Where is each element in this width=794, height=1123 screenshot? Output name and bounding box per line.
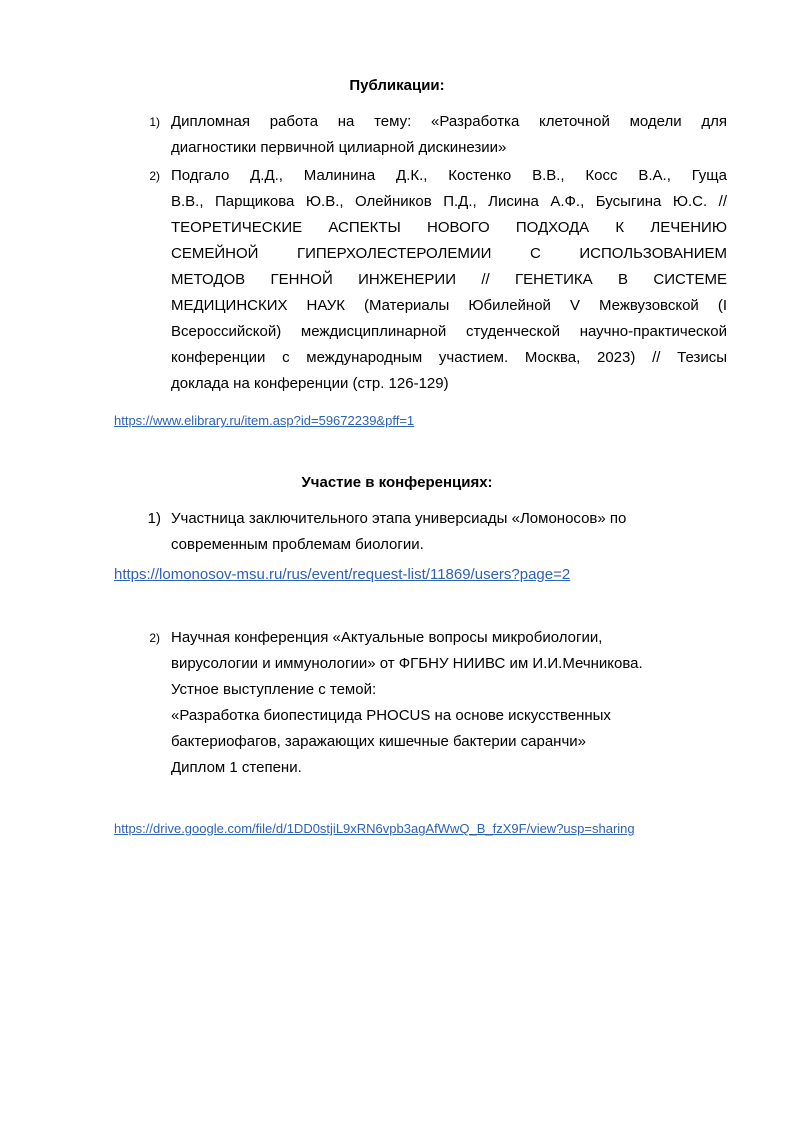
text-line: Участница заключительного этапа универсиады «Ломоносов» по (171, 510, 627, 527)
text-line: бактериофагов, заражающих кишечные бактерии саранчи» (171, 733, 587, 750)
publication-text (171, 109, 727, 161)
publication-text (171, 163, 727, 397)
text-line: Всероссийской) междисциплинарной студенческой научно-практической (171, 323, 727, 340)
publications-heading: Публикации: (349, 77, 445, 94)
text-line: «Разработка биопестицида PHOCUS на основе искусственных (171, 707, 611, 724)
elibrary-link[interactable]: https://www.elibrary.ru/item.asp?id=59672239&pff=1 (114, 413, 415, 428)
text-line: Дипломная работа на тему: «Разработка клеточной модели для (171, 113, 727, 130)
list-number: 1) (147, 510, 161, 527)
text-line: Подгало Д.Д., Малинина Д.К., Костенко В.В., Косс В.А., Гуща (171, 167, 727, 184)
text-line: доклада на конференции (стр. 126-129) (171, 375, 449, 392)
lomonosov-link[interactable]: https://lomonosov-msu.ru/rus/event/request-list/11869/users?page=2 (114, 566, 571, 583)
text-line: Устное выступление с темой: (171, 681, 377, 698)
conference-text (171, 506, 727, 558)
text-line: СЕМЕЙНОЙ ГИПЕРХОЛЕСТЕРОЛЕМИИ С ИСПОЛЬЗОВАНИЕМ (171, 245, 727, 262)
text-line: диагностики первичной цилиарной дискинезии» (171, 139, 507, 156)
text-line: современным проблемам биологии. (171, 536, 424, 553)
list-number: 1) (149, 115, 160, 129)
text-line: Научная конференция «Актуальные вопросы микробиологии, (171, 629, 603, 646)
text-line: Диплом 1 степени. (171, 759, 302, 776)
conferences-heading: Участие в конференциях: (301, 474, 493, 491)
text-line: вирусологии и иммунологии» от ФГБНУ НИИВС им И.И.Мечникова. (171, 655, 643, 672)
text-line: В.В., Парщикова Ю.В., Олейников П.Д., Лисина А.Ф., Бусыгина Ю.С. // (171, 193, 727, 210)
text-line: МЕТОДОВ ГЕННОЙ ИНЖЕНЕРИИ // ГЕНЕТИКА В СИСТЕМЕ (171, 271, 727, 288)
text-line: МЕДИЦИНСКИХ НАУК (Материалы Юбилейной V Межвузовской (I (171, 297, 727, 314)
text-line: ТЕОРЕТИЧЕСКИЕ АСПЕКТЫ НОВОГО ПОДХОДА К ЛЕЧЕНИЮ (171, 219, 727, 236)
list-number: 2) (149, 631, 160, 645)
google-drive-link[interactable]: https://drive.google.com/file/d/1DD0stjiL9xRN6vpb3agAfWwQ_B_fzX9F/view?usp=sharing (114, 821, 635, 836)
conference-text (171, 625, 727, 781)
list-number: 2) (149, 169, 160, 183)
text-line: конференции с международным участием. Москва, 2023) // Тезисы (171, 349, 727, 366)
